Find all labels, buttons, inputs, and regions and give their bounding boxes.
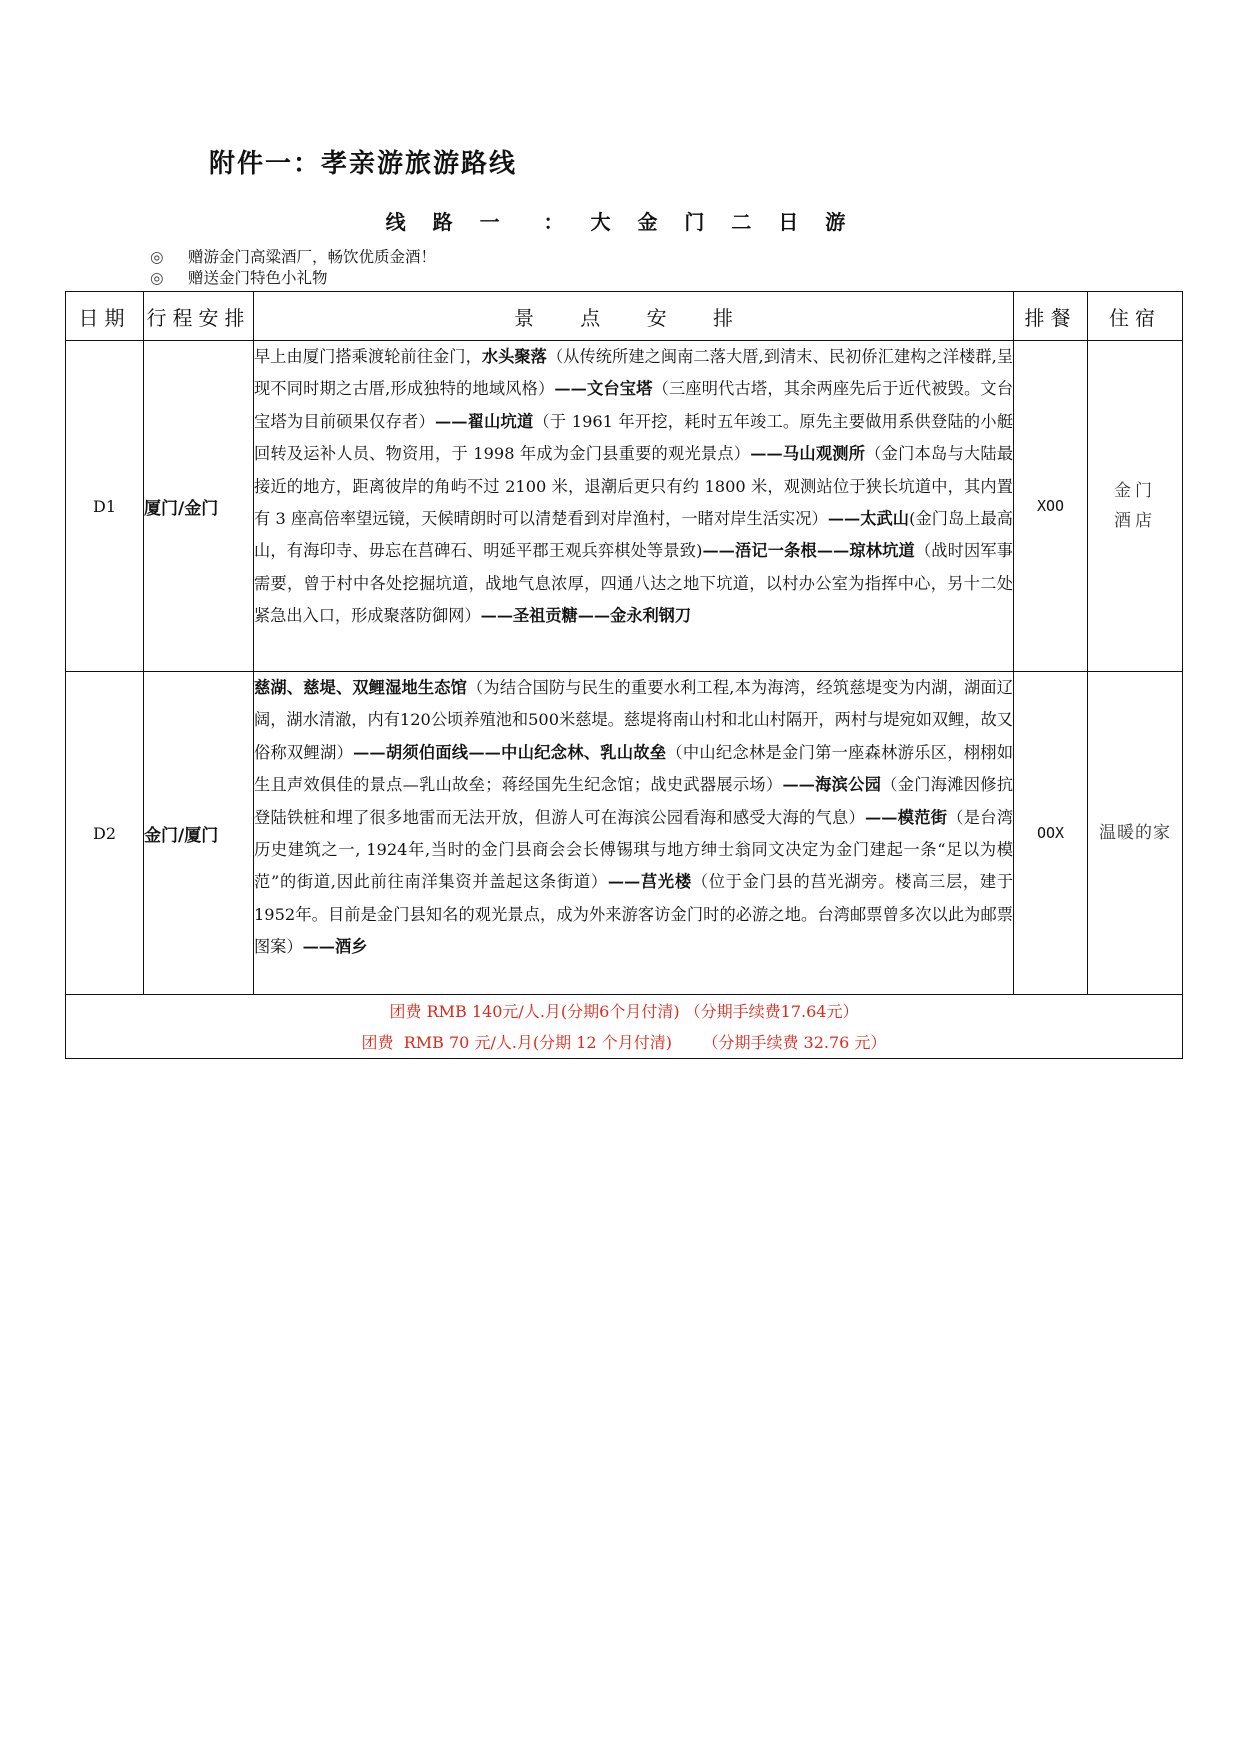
bonus-text: 赠游金门高粱酒厂，畅饮优质金酒！: [188, 248, 437, 266]
document-title: 附件一：孝亲游旅游路线: [209, 149, 518, 179]
sight-name: ——浯记一条根——琼林坑道: [702, 541, 915, 561]
sight-name: 水头聚落: [481, 347, 547, 366]
sight-name: ——胡须伯面线——中山纪念林、乳山故垒: [353, 742, 667, 762]
header-lodging: 住宿: [1088, 292, 1183, 341]
price-info: [66, 995, 1183, 1059]
sight-detail: （战时因军事需要，曾于村中各处挖掘坑道，战地气息浓厚，四通八达之地下坑道，以村办公室为指挥中心，另十二处紧急出入口，形成聚落防御网）: [254, 541, 1013, 626]
sight-detail: (金门岛上最高山，有海印寺、毋忘在莒碑石、明延平郡王观兵弈棋处等景致): [254, 509, 1013, 561]
sight-name: ——海滨公园: [782, 775, 882, 795]
lodging-line: 温暖的家: [1099, 823, 1171, 843]
meal-plan: XOO: [1014, 341, 1088, 672]
day-label: D1: [66, 341, 144, 672]
sight-detail: 早上由厦门搭乘渡轮前往金门，: [254, 347, 482, 366]
day-label: D2: [66, 672, 144, 995]
bonus-item: [150, 247, 436, 267]
header-route: 行程安排: [144, 292, 254, 341]
header-sights: 景 点 安 排: [254, 292, 1014, 341]
route-label: 金门/厦门: [144, 672, 254, 995]
price-row: [66, 995, 1183, 1059]
bonus-item: [150, 268, 328, 288]
price-line: 团费 RMB 70 元/人.月(分期 12 个月付清) （分期手续费 32.76 元）: [361, 1032, 887, 1052]
header-meals: 排餐: [1014, 292, 1088, 341]
sights-description: [254, 341, 1014, 672]
sight-detail: （从传统所建之闽南二落大厝,到清末、民初侨汇建构之洋楼群,呈现不同时期之古厝,形成独特的地域风格）: [254, 347, 1014, 399]
sight-detail: （中山纪念林是金门第一座森林游乐区，栩栩如生且声效俱佳的景点—乳山故垒；蒋经国先生纪念馆；战史武器展示场）: [254, 742, 1014, 795]
sight-name: ——马山观测所: [750, 444, 866, 464]
bullet-circle-icon: ◎: [150, 269, 164, 287]
sight-name: ——酒乡: [302, 937, 368, 957]
sight-name: ——文台宝塔: [554, 379, 653, 399]
itinerary-table: [65, 291, 1183, 1059]
sights-description: [254, 672, 1014, 995]
bonus-text: 赠送金门特色小礼物: [188, 269, 328, 287]
sight-name: ——翟山坑道: [435, 411, 534, 431]
sight-name: ——太武山: [827, 509, 910, 529]
header-date: 日期: [66, 292, 144, 341]
sight-name: ——模范街: [865, 807, 948, 827]
sight-name: ——圣祖贡糖——金永利钢刀: [480, 606, 692, 626]
route-label: 厦门/金门: [144, 341, 254, 672]
sight-detail: （金门本岛与大陆最接近的地方，距离彼岸的角屿不过 2100 米，退潮后更只有约 1800 米，观测站位于狭长坑道中，其内置有 3 座高倍率望远镜，天候晴朗时可以清楚看到对岸渔村，一睹对岸生活实况）: [254, 444, 1014, 529]
lodging-line: 酒店: [1114, 511, 1156, 531]
sight-detail: （是台湾历史建筑之一, 1924年,当时的金门县商会会长傅锡琪与地方绅士翁同文决定为金门建起一条“足以为模范”的街道,因此前往南洋集资并盖起这条街道）: [254, 807, 1014, 892]
table-header-row: [66, 292, 1183, 341]
route-title: 线 路 一 ： 大 金 门 二 日 游: [385, 210, 856, 234]
lodging: [1088, 341, 1183, 672]
sight-detail: （于 1961 年开挖，耗时五年竣工。原先主要做用系供登陆的小艇回转及运补人员、物资用，于 1998 年成为金门县重要的观光景点）: [254, 411, 1014, 464]
lodging-line: 金门: [1114, 481, 1156, 501]
bullet-circle-icon: ◎: [150, 248, 164, 266]
table-row: [66, 672, 1183, 995]
meal-plan: OOX: [1014, 672, 1088, 995]
sight-detail: （三座明代古塔，其余两座先后于近代被毁。文台宝塔为目前硕果仅存者）: [254, 379, 1014, 431]
sight-detail: （为结合国防与民生的重要水利工程,本为海湾，经筑慈堤变为内湖，湖面辽阔，湖水清澈，内有120公顷养殖池和500米慈堤。慈堤将南山村和北山村隔开，两村与堤宛如双鲤，故又俗称双鲤湖）: [254, 678, 1013, 762]
lodging: [1088, 672, 1183, 995]
sight-name: ——莒光楼: [607, 872, 692, 892]
sight-detail: （金门海滩因修抗登陆铁桩和埋了很多地雷而无法开放，但游人可在海滨公园看海和感受大海的气息）: [254, 775, 1014, 827]
sight-detail: （位于金门县的莒光湖旁。楼高三层，建于1952年。目前是金门县知名的观光景点，成为外来游客访金门时的必游之地。台湾邮票曾多次以此为邮票图案）: [254, 872, 1014, 957]
sight-name: 慈湖、慈堤、双鲤湿地生态馆: [254, 678, 468, 697]
price-line: 团费 RMB 140元/人.月(分期6个月付清) （分期手续费17.64元）: [389, 1001, 859, 1021]
table-row: [66, 341, 1183, 672]
